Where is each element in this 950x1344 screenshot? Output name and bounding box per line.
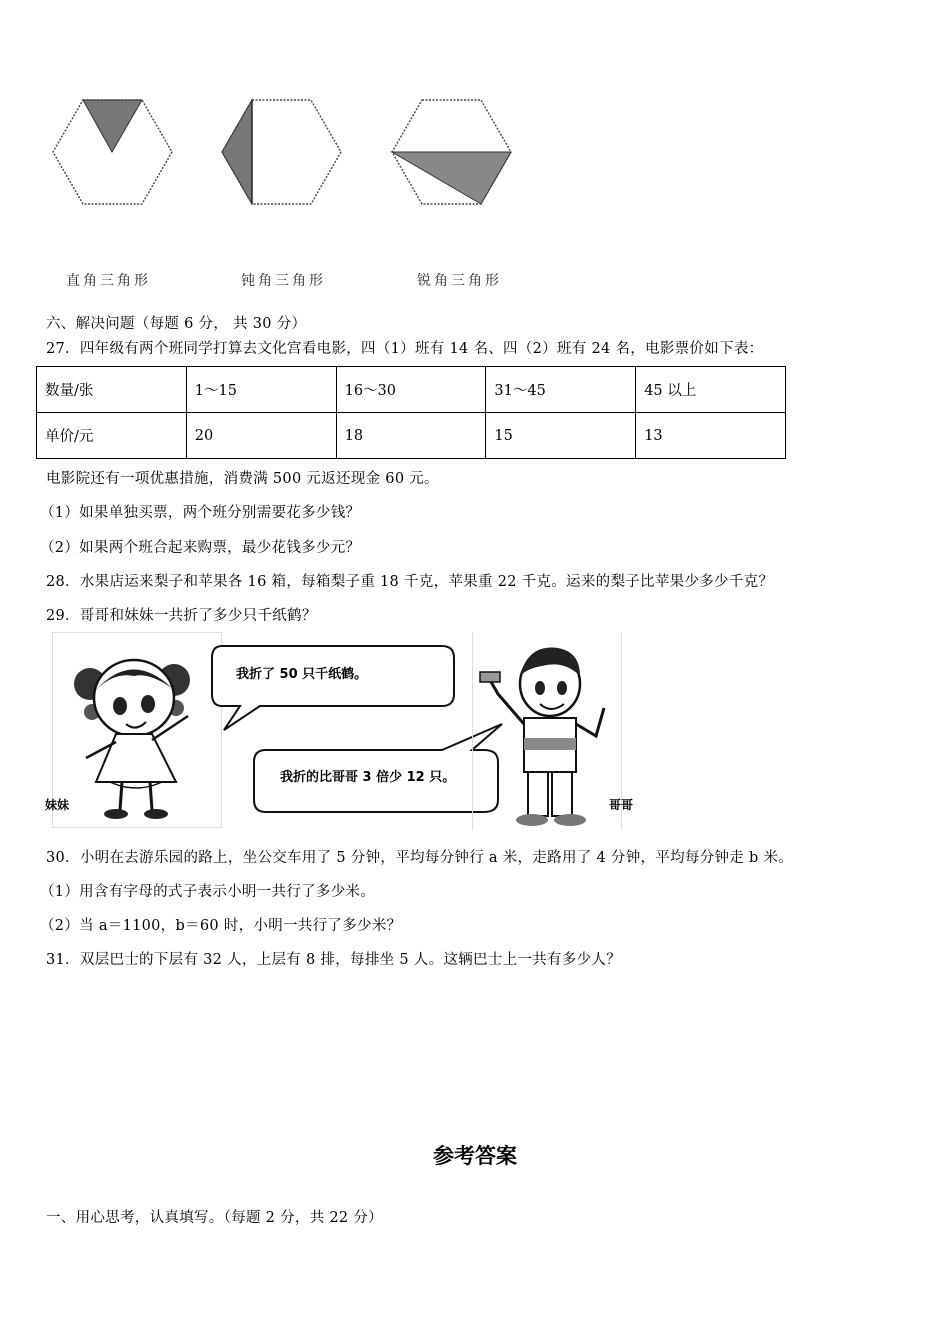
q31-text: 31．双层巴士的下层有 32 人，上层有 8 排，每排坐 5 人。这辆巴士上一共有多少人？ xyxy=(46,952,622,968)
table-cell: 单价/元 xyxy=(37,413,187,459)
girl-illustration xyxy=(52,632,222,828)
table-cell: 1～15 xyxy=(186,367,336,413)
section6-heading: 六、解决问题（每题 6 分， 共 30 分） xyxy=(46,316,307,332)
q30-sub1: （1）用含有字母的式子表示小明一共行了多少米。 xyxy=(40,884,376,900)
q27-sub2: （2）如果两个班合起来购票，最少花钱多少元？ xyxy=(40,540,361,556)
table-cell: 13 xyxy=(636,413,786,459)
bubble2-text: 我折的比哥哥 3 倍少 12 只。 xyxy=(280,770,456,785)
q30-text: 30．小明在去游乐园的路上，坐公交车用了 5 分钟，平均每分钟行 a 米，走路用了 4 分钟，平均每分钟走 b 米。 xyxy=(46,850,794,866)
table-row xyxy=(37,413,786,459)
girl-label: 妹妹 xyxy=(45,798,70,812)
hexagon-figure-right xyxy=(50,96,175,208)
table-cell: 45 以上 xyxy=(636,367,786,413)
q29-text: 29．哥哥和妹妹一共折了多少只千纸鹤？ xyxy=(46,608,317,624)
price-table xyxy=(36,366,786,459)
table-cell: 15 xyxy=(486,413,636,459)
caption-obtuse-triangle: 钝角三角形 xyxy=(241,273,326,289)
q28-text: 28．水果店运来梨子和苹果各 16 箱，每箱梨子重 18 千克，苹果重 22 千克。运来的梨子比苹果少多少千克？ xyxy=(46,574,774,590)
boy-label: 哥哥 xyxy=(609,798,634,812)
q27-text: 27．四年级有两个班同学打算去文化宫看电影，四（1）班有 14 名、四（2）班有 24 名，电影票价如下表： xyxy=(46,341,764,357)
boy-illustration xyxy=(472,632,622,830)
q27-sub1: （1）如果单独买票，两个班分别需要花多少钱？ xyxy=(40,505,361,521)
table-cell: 18 xyxy=(336,413,486,459)
caption-right-triangle: 直角三角形 xyxy=(66,273,151,289)
table-row xyxy=(37,367,786,413)
hexagon-figure-acute xyxy=(389,96,514,208)
hexagon-figure-obtuse xyxy=(219,96,344,208)
q30-sub2: （2）当 a＝1100，b＝60 时，小明一共行了多少米？ xyxy=(40,918,402,934)
q27-note: 电影院还有一项优惠措施，消费满 500 元返还现金 60 元。 xyxy=(46,471,439,487)
table-cell: 20 xyxy=(186,413,336,459)
table-cell: 16～30 xyxy=(336,367,486,413)
answers-section1: 一、用心思考，认真填写。（每题 2 分，共 22 分） xyxy=(46,1210,383,1226)
bubble1-text: 我折了 50 只千纸鹤。 xyxy=(236,667,368,682)
table-cell: 数量/张 xyxy=(37,367,187,413)
caption-acute-triangle: 锐角三角形 xyxy=(417,273,502,289)
answers-title: 参考答案 xyxy=(433,1144,517,1168)
table-cell: 31～45 xyxy=(486,367,636,413)
